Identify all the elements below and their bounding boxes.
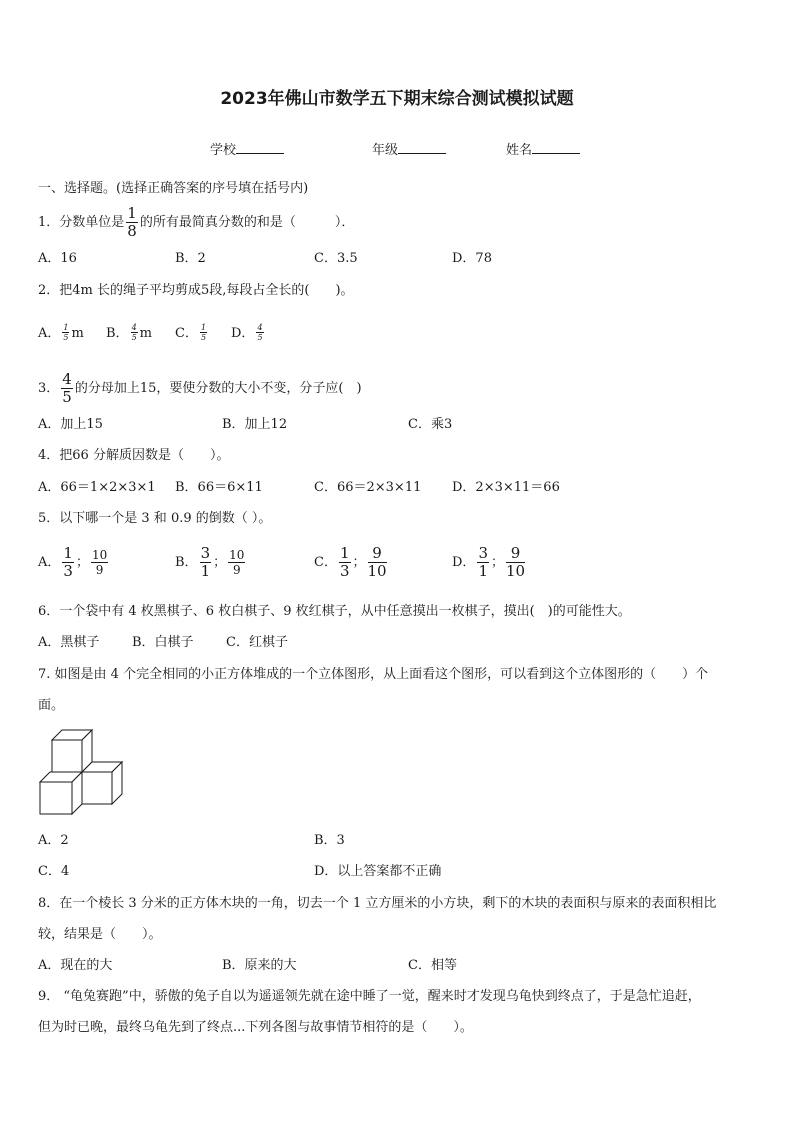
q5-option-c[interactable]	[314, 546, 389, 579]
name-label: 姓名	[506, 143, 533, 158]
q2-option-c-label: C．	[175, 325, 198, 341]
q5-d-sep: ；	[490, 555, 504, 570]
q2-d-den: 5	[257, 333, 263, 342]
question-7-line2: 面。	[38, 698, 65, 713]
q1-fraction-den: 8	[127, 222, 137, 240]
q3-text-pre: 3．	[38, 381, 60, 396]
q5-a-frac2-den: 9	[95, 563, 104, 577]
q5-option-d[interactable]	[452, 546, 527, 579]
q2-option-a-unit: m	[71, 325, 84, 341]
q2-option-a-label: A．	[38, 325, 61, 341]
q5-d-frac1-den: 1	[478, 562, 488, 580]
q5-c-frac2	[368, 546, 387, 579]
q8-option-b[interactable]: B．原来的大	[222, 958, 297, 973]
q5-a-label: A．	[38, 555, 61, 570]
q3-option-b[interactable]: B．加上12	[222, 417, 288, 432]
q5-a-frac2-num: 10	[91, 548, 108, 562]
q4-option-d[interactable]: D．2×3×11＝66	[452, 480, 560, 495]
q1-option-d[interactable]: D．78	[452, 251, 492, 266]
q3-fraction-num: 4	[62, 370, 72, 388]
q2-option-d-fraction	[256, 324, 263, 342]
q2-c-num: 1	[200, 323, 207, 332]
q2-option-d[interactable]	[231, 324, 266, 342]
q5-d-frac2	[506, 546, 525, 579]
q2-d-num: 4	[257, 323, 263, 332]
q5-c-frac1-den: 3	[339, 562, 350, 580]
q7-option-b[interactable]: B．3	[314, 833, 345, 848]
q5-c-label: C．	[314, 555, 337, 570]
q5-c-frac1-num: 1	[339, 544, 350, 562]
q2-option-c[interactable]	[175, 324, 209, 342]
q2-option-d-label: D．	[231, 325, 255, 341]
question-8-line2: 较，结果是（ ）。	[38, 927, 162, 942]
q7-option-d[interactable]: D．以上答案都不正确	[314, 864, 442, 879]
q5-b-label: B．	[175, 555, 198, 570]
question-6: 6．一个袋中有 4 枚黑棋子、6 枚白棋子、9 枚红棋子，从中任意摸出一枚棋子，摸出( )的可能性大。	[38, 604, 631, 619]
q1-option-c[interactable]: C．3.5	[314, 251, 358, 266]
q5-d-label: D．	[452, 555, 476, 570]
q5-b-frac2	[228, 549, 245, 576]
q2-option-b[interactable]	[106, 324, 152, 342]
q2-b-den: 5	[131, 333, 137, 342]
q5-a-frac2	[91, 549, 108, 576]
q3-option-a[interactable]: A．加上15	[38, 417, 103, 432]
q6-option-a[interactable]: A．黑棋子	[38, 635, 100, 650]
q5-b-frac1	[200, 546, 212, 579]
q5-d-frac2-num: 9	[506, 546, 525, 563]
q1-option-a[interactable]: A．16	[38, 251, 77, 266]
q5-d-frac2-den: 10	[506, 562, 526, 580]
q7-option-a[interactable]: A．2	[38, 833, 69, 848]
name-blank[interactable]	[532, 142, 580, 154]
question-2: 2．把4m 长的绳子平均剪成5段,每段占全长的( )。	[38, 283, 354, 298]
q2-option-a-fraction	[62, 324, 69, 342]
q5-a-frac1-den: 3	[63, 562, 73, 580]
q5-b-sep: ；	[213, 555, 227, 570]
q2-option-b-label: B．	[106, 325, 129, 341]
q5-c-frac2-num: 9	[368, 546, 387, 563]
q2-a-den: 5	[63, 333, 69, 342]
q5-c-sep: ；	[352, 555, 366, 570]
q7-option-c[interactable]: C．4	[38, 864, 70, 879]
q6-option-c[interactable]: C．红棋子	[226, 635, 288, 650]
q4-option-c[interactable]: C．66＝2×3×11	[314, 480, 422, 495]
q1-text-pre: 1．分数单位是	[38, 215, 125, 230]
page-title: 2023年佛山市数学五下期末综合测试模拟试题	[220, 89, 574, 109]
grade-label: 年级	[372, 143, 399, 158]
q4-option-a[interactable]: A．66＝1×2×3×1	[38, 480, 156, 495]
q5-option-a[interactable]	[38, 546, 110, 579]
grade-field	[372, 142, 446, 157]
q1-option-b[interactable]: B．2	[175, 251, 206, 266]
q3-fraction-den: 5	[62, 388, 72, 406]
q5-d-frac1-num: 3	[478, 544, 488, 562]
q5-b-frac2-den: 9	[232, 563, 241, 577]
school-field	[210, 142, 284, 157]
q2-c-den: 5	[200, 333, 207, 342]
q6-option-b[interactable]: B．白棋子	[132, 635, 194, 650]
q5-c-frac1	[339, 546, 351, 579]
question-3	[38, 372, 362, 405]
q5-a-frac1	[62, 546, 74, 579]
school-blank[interactable]	[236, 142, 284, 154]
q3-option-c[interactable]: C．乘3	[408, 417, 453, 432]
q2-option-c-fraction	[200, 324, 207, 342]
section-heading: 一、选择题。(选择正确答案的序号填在括号内)	[38, 181, 309, 196]
question-9-line2: 但为时已晚，最终乌龟先到了终点...下列各图与故事情节相符的是（ ）。	[38, 1020, 473, 1035]
school-label: 学校	[210, 143, 237, 158]
q1-text-post: 的所有最简真分数的和是（ ）．	[139, 215, 355, 230]
q2-a-num: 1	[63, 323, 69, 332]
q2-option-a[interactable]	[38, 324, 84, 342]
q5-c-frac2-den: 10	[367, 562, 387, 580]
question-7-line1: 7. 如图是由 4 个完全相同的小正方体堆成的一个立体图形，从上面看这个图形，可以看到这个立体图形的（ ）个	[38, 667, 709, 682]
q8-option-c[interactable]: C．相等	[408, 958, 457, 973]
q5-b-frac2-num: 10	[229, 548, 245, 562]
q8-option-a[interactable]: A．现在的大	[38, 958, 113, 973]
q3-text-post: 的分母加上15，要使分数的大小不变，分子应( )	[74, 381, 362, 396]
question-4: 4．把66 分解质因数是（ ）。	[38, 448, 230, 463]
q2-option-b-unit: m	[139, 325, 152, 341]
question-5: 5．以下哪一个是 3 和 0.9 的倒数（ ）。	[38, 511, 272, 526]
q5-b-frac1-num: 3	[200, 544, 211, 562]
q1-fraction-num: 1	[127, 204, 137, 222]
q4-option-b[interactable]: B．66＝6×11	[175, 480, 263, 495]
cube-stack-figure	[36, 728, 128, 818]
q1-fraction	[126, 206, 138, 239]
q5-d-frac1	[477, 546, 489, 579]
question-8-line1: 8．在一个棱长 3 分米的正方体木块的一角，切去一个 1 立方厘米的小方块，剩下的木块的表面积与原来的表面积相比	[38, 896, 717, 911]
question-9-line1: 9． “龟兔赛跑”中，骄傲的兔子自以为遥遥领先就在途中睡了一觉，醒来时才发现乌龟快到终点了，于是急忙追赶，	[38, 989, 701, 1004]
q2-b-num: 4	[131, 323, 137, 332]
grade-blank[interactable]	[398, 142, 446, 154]
q5-option-b[interactable]	[175, 546, 247, 579]
q2-option-b-fraction	[131, 324, 138, 342]
q3-fraction	[61, 372, 73, 405]
name-field	[506, 142, 580, 157]
question-1	[38, 206, 354, 239]
q5-a-frac1-num: 1	[63, 544, 73, 562]
q5-b-frac1-den: 1	[200, 562, 211, 580]
q5-a-sep: ；	[75, 555, 89, 570]
